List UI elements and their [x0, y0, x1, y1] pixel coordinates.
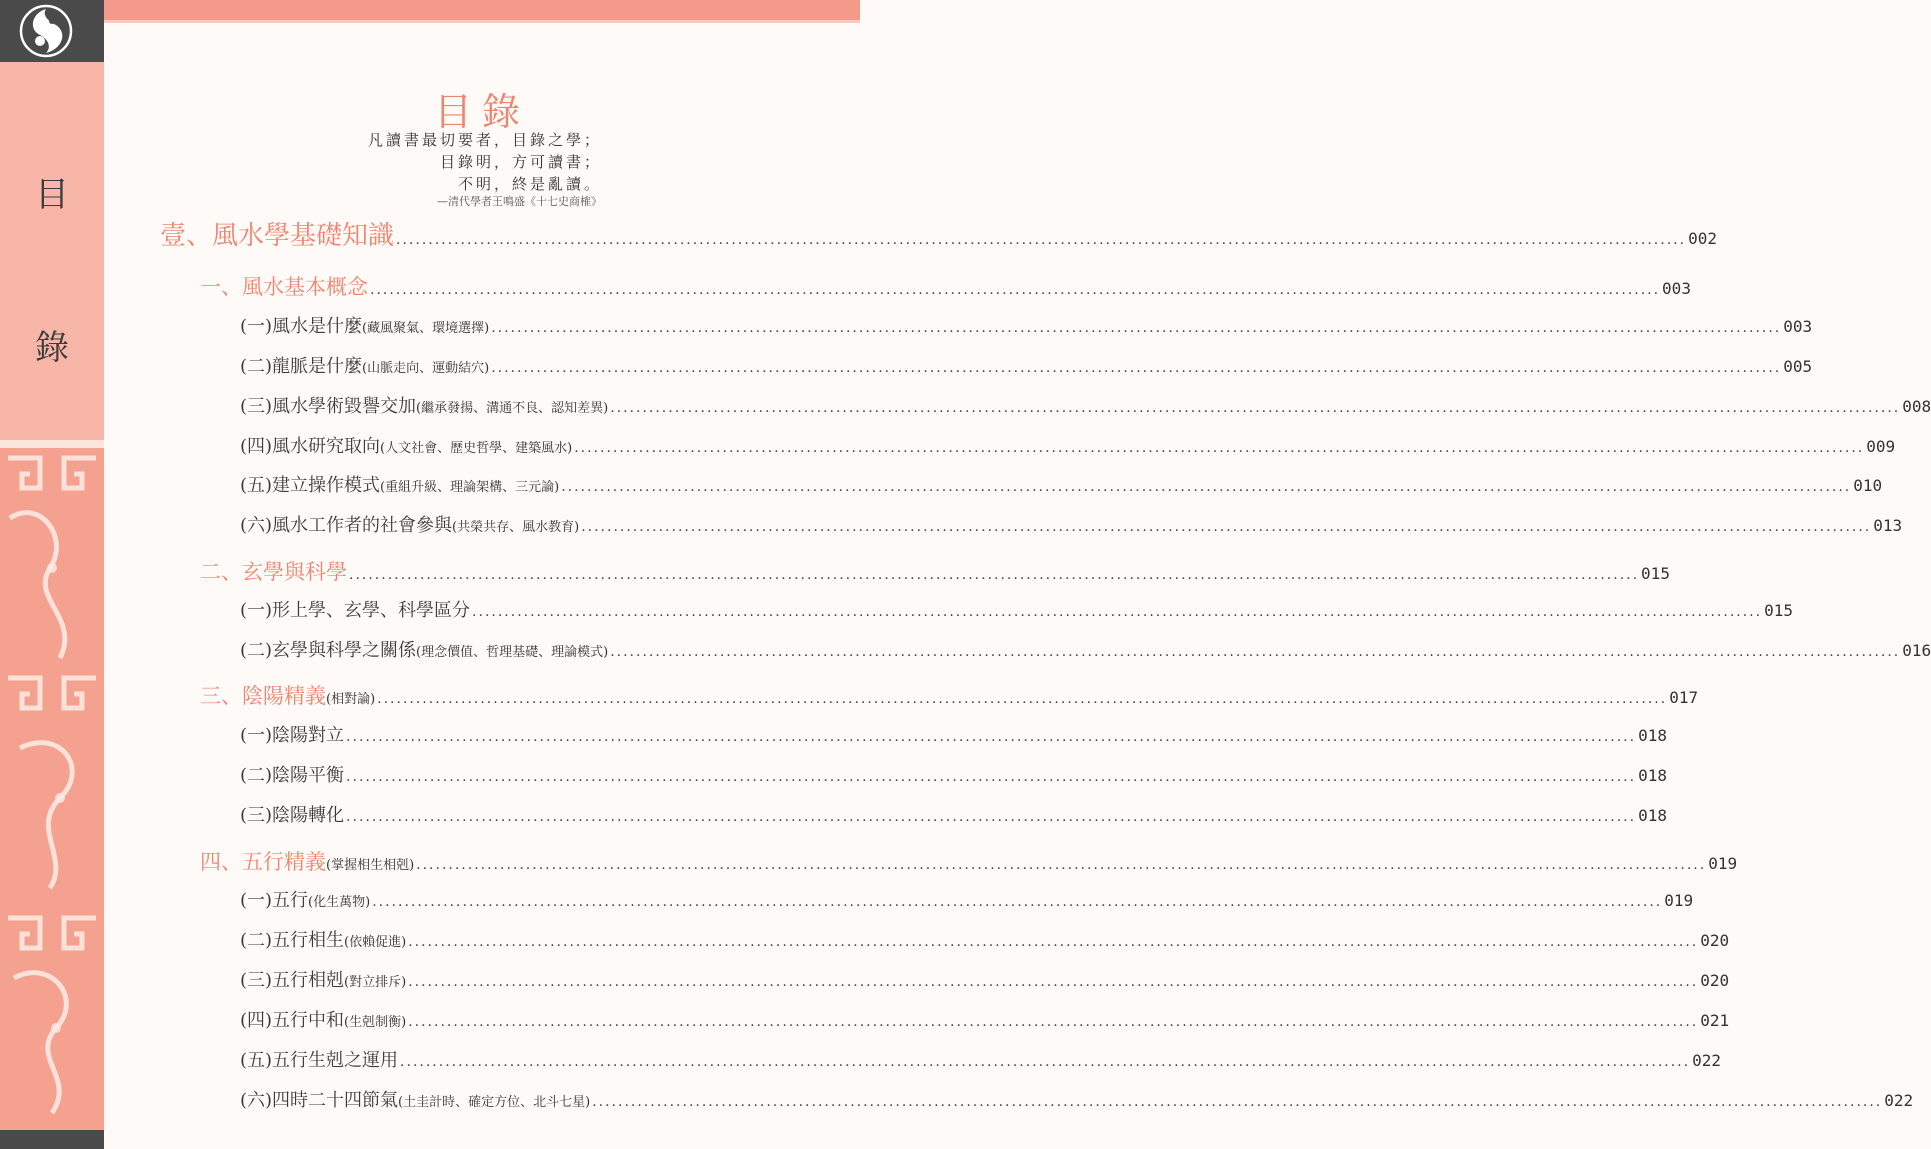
- dot-leader: ........................................................................................................................................................................................................: [574, 440, 1865, 456]
- toc-page-number: 021: [1700, 1011, 1730, 1030]
- toc-entry-label: 二、玄學與科學: [200, 560, 347, 584]
- toc-page-number: 013: [1873, 516, 1903, 535]
- dot-leader: ........................................................................................................................................................................................................: [400, 1054, 1691, 1070]
- sidebar-title-char-1: 目: [35, 175, 69, 215]
- toc-entry-title: [240, 511, 579, 537]
- toc-entry-note: (相對論): [326, 692, 376, 707]
- toc-entry-title: [240, 1046, 398, 1072]
- toc-entry[interactable]: [240, 636, 1931, 662]
- toc-page: [104, 23, 1931, 1149]
- toc-entry-label: (三)陰陽轉化: [240, 805, 345, 826]
- toc-entry-note: (生剋制衡): [344, 1015, 407, 1030]
- toc-entry-title: [240, 966, 406, 992]
- toc-entry[interactable]: [200, 271, 1691, 301]
- toc-entry-title: [240, 801, 344, 827]
- toc-entry-note: (對立排斥): [344, 975, 407, 990]
- toc-entry-note: (土圭計時、確定方位、北斗七星): [398, 1095, 591, 1110]
- toc-entry-note: (理念價值、哲理基礎、理論模式): [416, 645, 609, 660]
- toc-entry-note: (掌握相生相剋): [326, 858, 415, 873]
- toc-entry[interactable]: [240, 1046, 1721, 1072]
- dot-leader: ........................................................................................................................................................................................................: [472, 604, 1763, 620]
- toc-entry-note: (共榮共存、風水教育): [452, 520, 580, 535]
- toc-entry-title: [240, 596, 470, 622]
- toc-entry[interactable]: [240, 721, 1667, 747]
- toc-entry-note: (繼承發揚、溝通不良、認知差異): [416, 401, 609, 416]
- dot-leader: ........................................................................................................................................................................................................: [372, 894, 1663, 910]
- toc-entry[interactable]: [240, 801, 1667, 827]
- toc-entry-note: (依賴促進): [344, 935, 407, 950]
- dragon-fret-pattern-icon: [0, 448, 104, 1130]
- sidebar-title-char-2: 錄: [35, 328, 69, 368]
- toc-page-number: 017: [1669, 688, 1699, 707]
- dot-leader: ........................................................................................................................................................................................................: [396, 232, 1687, 248]
- toc-entry[interactable]: [240, 312, 1813, 338]
- toc-entry-note: (藏風聚氣、環境選擇): [362, 321, 490, 336]
- toc-entry[interactable]: [240, 966, 1730, 992]
- toc-page-number: 003: [1662, 279, 1691, 298]
- toc-entry[interactable]: [240, 511, 1903, 537]
- dot-leader: ........................................................................................................................................................................................................: [408, 934, 1699, 950]
- toc-entry-label: 三、陰陽精義: [200, 684, 326, 708]
- toc-entry-title: [240, 1006, 406, 1032]
- toc-entry-title: [200, 846, 414, 876]
- toc-entry-title: [200, 271, 368, 301]
- toc-entry-title: [240, 432, 572, 458]
- sidebar-bottom-strip: [0, 1130, 104, 1149]
- toc-entry-label: 四、五行精義: [200, 850, 326, 874]
- dot-leader: ........................................................................................................................................................................................................: [592, 1094, 1883, 1110]
- toc-page-number: 019: [1664, 891, 1694, 910]
- toc-entry[interactable]: [200, 846, 1738, 876]
- toc-entry[interactable]: [240, 352, 1813, 378]
- quote-line-3: 不明，終是亂讀。: [457, 175, 602, 193]
- toc-entry-label: (一)形上學、玄學、科學區分: [240, 600, 471, 621]
- quote-line-2: 目錄明，方可讀書；: [439, 153, 602, 171]
- toc-entry[interactable]: [240, 392, 1931, 418]
- toc-entry-title: [160, 215, 394, 252]
- toc-entry-title: [240, 352, 489, 378]
- toc-entry[interactable]: [240, 596, 1793, 622]
- toc-entry-title: [240, 721, 344, 747]
- toc-entry-label: (四)風水研究取向: [240, 436, 381, 457]
- toc-entry-title: [240, 886, 370, 912]
- toc-entry[interactable]: [240, 1006, 1730, 1032]
- toc-entry-label: (一)五行: [240, 890, 309, 911]
- toc-entry-title: [200, 680, 375, 710]
- toc-entry[interactable]: [240, 1086, 1914, 1112]
- quote-line-1: 凡讀書最切要者，目錄之學；: [367, 131, 602, 149]
- toc-page-number: 002: [1688, 229, 1717, 248]
- toc-entry-title: [240, 926, 406, 952]
- toc-page-number: 022: [1692, 1051, 1721, 1070]
- toc-entry-title: [240, 1086, 590, 1112]
- toc-entry-label: 壹、風水學基礎知識: [160, 221, 395, 251]
- dot-leader: ........................................................................................................................................................................................................: [349, 567, 1640, 583]
- toc-page-number: 022: [1884, 1091, 1914, 1110]
- toc-entry-label: (五)五行生剋之運用: [240, 1050, 399, 1071]
- quote-source: —清代學者王鳴盛《十七史商榷》: [437, 195, 602, 208]
- toc-page-number: 005: [1783, 357, 1813, 376]
- toc-entry-title: [240, 392, 608, 418]
- toc-entry-label: (六)風水工作者的社會參與: [240, 515, 453, 536]
- toc-entry-note: (人文社會、歷史哲學、建築風水): [380, 441, 573, 456]
- yin-yang-swirl-icon: [18, 3, 74, 59]
- dot-leader: ........................................................................................................................................................................................................: [346, 769, 1637, 785]
- toc-page-number: 003: [1783, 317, 1813, 336]
- toc-entry-label: (一)風水是什麼: [240, 316, 363, 337]
- dot-leader: ........................................................................................................................................................................................................: [416, 857, 1707, 873]
- dot-leader: ........................................................................................................................................................................................................: [610, 644, 1901, 660]
- toc-page-number: 018: [1638, 766, 1667, 785]
- toc-entry-label: (三)五行相剋: [240, 970, 345, 991]
- toc-entry-label: (四)五行中和: [240, 1010, 345, 1031]
- toc-entry-title: [240, 761, 344, 787]
- dot-leader: ........................................................................................................................................................................................................: [408, 974, 1699, 990]
- dot-leader: ........................................................................................................................................................................................................: [346, 809, 1637, 825]
- toc-page-number: 018: [1638, 806, 1667, 825]
- toc-entry-label: (二)五行相生: [240, 930, 345, 951]
- toc-entry-label: (二)龍脈是什麼: [240, 356, 363, 377]
- toc-entry[interactable]: [200, 556, 1670, 586]
- dot-leader: ........................................................................................................................................................................................................: [491, 320, 1782, 336]
- toc-entry-note: (重組升級、理論架構、三元論): [380, 480, 560, 495]
- toc-page-number: 008: [1902, 397, 1931, 416]
- toc-entry-title: [240, 636, 608, 662]
- toc-entry[interactable]: [240, 886, 1694, 912]
- toc-entry[interactable]: [200, 680, 1699, 710]
- toc-page-number: 010: [1853, 476, 1883, 495]
- dot-leader: ........................................................................................................................................................................................................: [370, 282, 1661, 298]
- sidebar-divider: [0, 440, 104, 448]
- toc-entry-label: (二)玄學與科學之關係: [240, 640, 417, 661]
- toc-page-number: 015: [1764, 601, 1793, 620]
- toc-page-number: 009: [1866, 437, 1896, 456]
- page-title: 目錄: [433, 90, 530, 134]
- toc-entry-title: [200, 556, 347, 586]
- sidebar-title-box: [0, 62, 104, 440]
- logo-box: [0, 0, 104, 62]
- dot-leader: ........................................................................................................................................................................................................: [408, 1014, 1699, 1030]
- toc-entry-label: (一)陰陽對立: [240, 725, 345, 746]
- toc-page-number: 020: [1700, 931, 1730, 950]
- toc-page-number: 019: [1708, 854, 1738, 873]
- toc-entry-label: (二)陰陽平衡: [240, 765, 345, 786]
- top-color-band: [104, 0, 860, 20]
- toc-entry-label: 一、風水基本概念: [200, 275, 368, 299]
- toc-entry-label: (三)風水學術毀譽交加: [240, 396, 417, 417]
- toc-entry-note: (山脈走向、運動結穴): [362, 361, 490, 376]
- dot-leader: ........................................................................................................................................................................................................: [561, 479, 1852, 495]
- dot-leader: ........................................................................................................................................................................................................: [491, 360, 1782, 376]
- dot-leader: ........................................................................................................................................................................................................: [346, 729, 1637, 745]
- dot-leader: ........................................................................................................................................................................................................: [377, 691, 1668, 707]
- toc-entry[interactable]: [240, 471, 1883, 497]
- toc-entry[interactable]: [240, 926, 1730, 952]
- toc-entry-label: (五)建立操作模式: [240, 475, 381, 496]
- toc-page-number: 020: [1700, 971, 1730, 990]
- dot-leader: ........................................................................................................................................................................................................: [581, 519, 1872, 535]
- toc-entry[interactable]: [160, 215, 1717, 252]
- dot-leader: ........................................................................................................................................................................................................: [610, 400, 1901, 416]
- toc-page-number: 015: [1641, 564, 1670, 583]
- toc-entry[interactable]: [240, 432, 1896, 458]
- toc-entry-title: [240, 312, 489, 338]
- toc-entry-title: [240, 471, 559, 497]
- toc-entry-label: (六)四時二十四節氣: [240, 1090, 399, 1111]
- toc-entry[interactable]: [240, 761, 1667, 787]
- toc-page-number: 016: [1902, 641, 1931, 660]
- sidebar: [0, 0, 104, 1149]
- toc-entry-note: (化生萬物): [308, 895, 371, 910]
- toc-page-number: 018: [1638, 726, 1667, 745]
